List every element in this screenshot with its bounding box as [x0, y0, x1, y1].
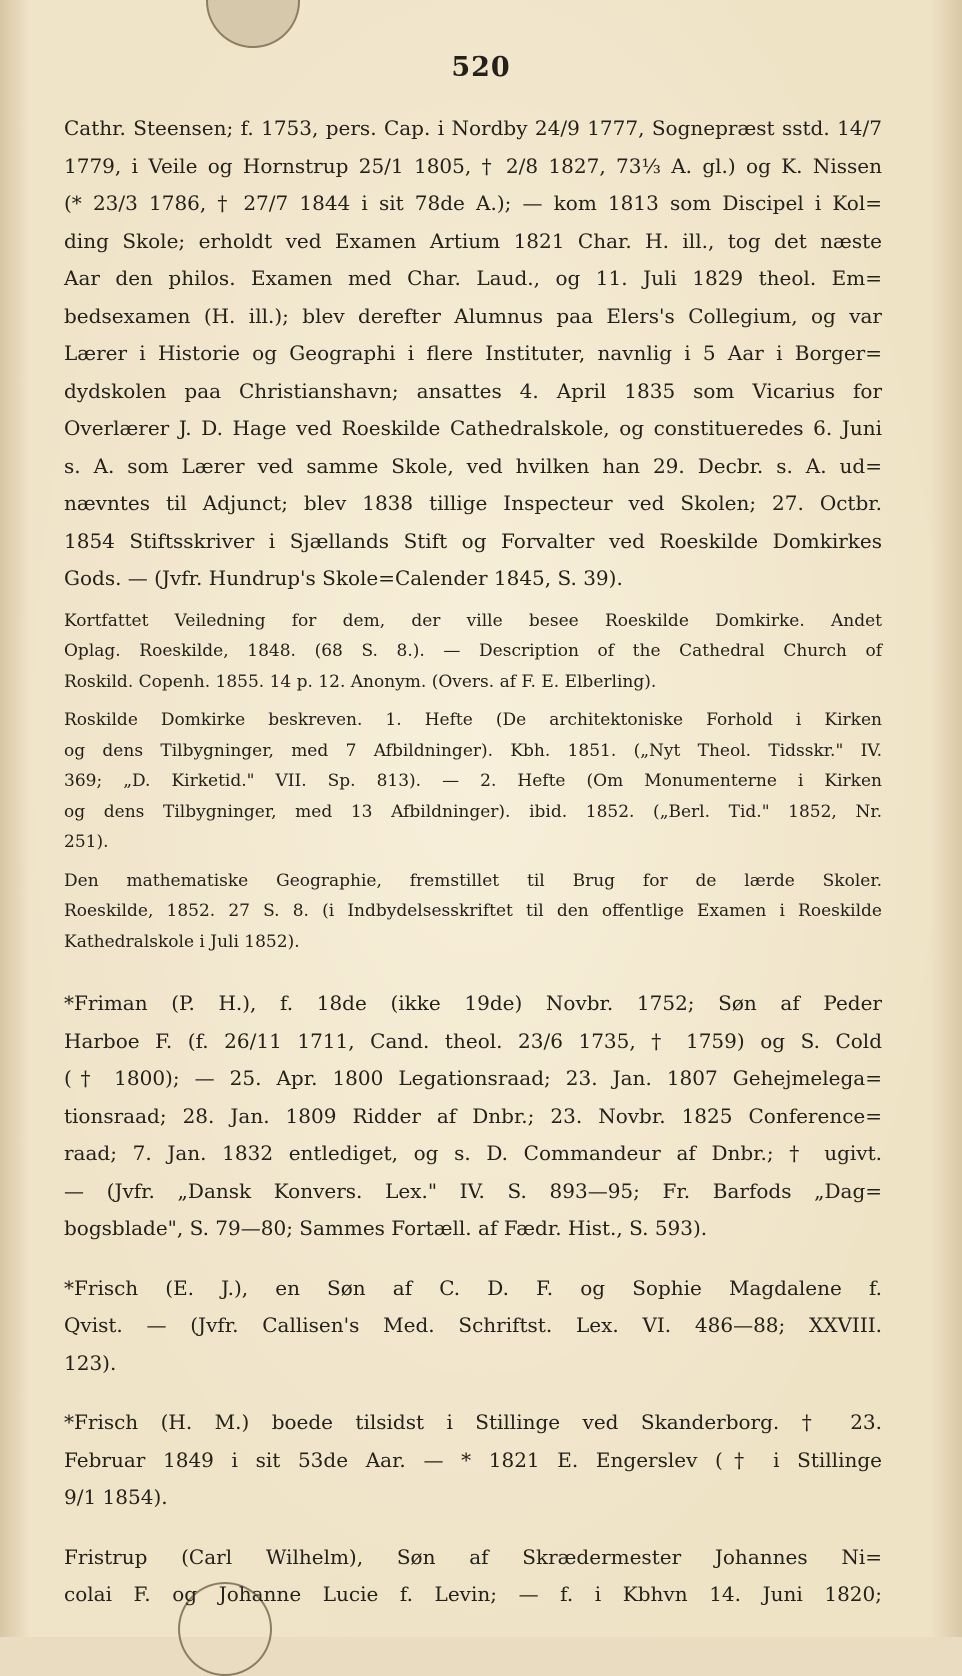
text-line: († 1800); — 25. Apr. 1800 Legationsraad; 23. Jan. 1807 Gehejmelega=: [64, 1066, 882, 1090]
text-line: 369; „D. Kirketid." VII. Sp. 813). — 2. Hefte (Om Monumenterne i Kirken: [64, 771, 882, 791]
entry-work-kortfattet: [64, 606, 882, 698]
text-line: ding Skole; erholdt ved Examen Artium 1821 Char. H. ill., tog det næste: [64, 228, 882, 253]
text-line: Kathedralskole i Juli 1852).: [64, 931, 300, 952]
text-line: Roskild. Copenh. 1855. 14 p. 12. Anonym. (Overs. af F. E. Elberling).: [64, 671, 657, 692]
text-line: Gods. — (Jvfr. Hundrup's Skole=Calender 1845, S. 39).: [64, 566, 623, 590]
text-line: Overlærer J. D. Hage ved Roeskilde Cathedralskole, og constitueredes 6. Juni: [64, 416, 882, 440]
text-line: Lærer i Historie og Geographi i flere Instituter, navnlig i 5 Aar i Borger=: [64, 341, 882, 365]
text-line: Den mathematiske Geographie, fremstillet til Brug for de lærde Skoler.: [64, 870, 882, 891]
text-line: Kortfattet Veiledning for dem, der ville besee Roeskilde Domkirke. Andet: [64, 610, 882, 631]
text-line: 123).: [64, 1350, 117, 1375]
text-line: Roskilde Domkirke beskreven. 1. Hefte (De architektoniske Forhold i Kirken: [64, 710, 882, 730]
page-body: [64, 110, 882, 1614]
text-line: s. A. som Lærer ved samme Skole, ved hvilken han 29. Decbr. s. A. ud=: [64, 453, 882, 478]
entry-friman: [64, 985, 882, 1248]
text-line: *Frisch (E. J.), en Søn af C. D. F. og Sophie Magdalene f.: [64, 1275, 882, 1300]
page-number: 520: [451, 52, 511, 83]
text-line: 1779, i Veile og Hornstrup 25/1 1805, † 2/8 1827, 73⅓ A. gl.) og K. Nissen: [64, 153, 882, 178]
entry-fristrup: [64, 1539, 882, 1614]
entry-nissen: [64, 110, 882, 598]
text-line: *Frisch (H. M.) boede tilsidst i Stillinge ved Skanderborg. † 23.: [64, 1410, 882, 1434]
text-line: Roeskilde, 1852. 27 S. 8. (i Indbydelsesskriftet til den offentlige Examen i Roeskilde: [64, 901, 882, 921]
text-line: tionsraad; 28. Jan. 1809 Ridder af Dnbr.; 23. Novbr. 1825 Conference=: [64, 1103, 882, 1128]
entry-frisch-ej: [64, 1270, 882, 1383]
binding-hole-top: [206, 0, 300, 48]
text-line: og dens Tilbygninger, med 7 Afbildninger). Kbh. 1851. („Nyt Theol. Tidsskr." IV.: [64, 740, 882, 761]
text-line: Harboe F. (f. 26/11 1711, Cand. theol. 23/6 1735, † 1759) og S. Cold: [64, 1028, 882, 1053]
text-line: Fristrup (Carl Wilhelm), Søn af Skrædermester Johannes Ni=: [64, 1544, 882, 1569]
text-line: *Friman (P. H.), f. 18de (ikke 19de) Novbr. 1752; Søn af Peder: [64, 991, 882, 1015]
text-line: — (Jvfr. „Dansk Konvers. Lex." IV. S. 893—95; Fr. Barfods „Dag=: [64, 1178, 882, 1203]
text-line: Cathr. Steensen; f. 1753, pers. Cap. i Nordby 24/9 1777, Sognepræst sstd. 14/7: [64, 116, 882, 140]
text-line: Februar 1849 i sit 53de Aar. — * 1821 E. Engerslev († i Stillinge: [64, 1447, 882, 1472]
text-line: Oplag. Roeskilde, 1848. (68 S. 8.). — Description of the Cathedral Church of: [64, 641, 882, 661]
entry-work-domkirke: [64, 705, 882, 858]
text-line: 1854 Stiftsskriver i Sjællands Stift og Forvalter ved Roeskilde Domkirkes: [64, 528, 882, 553]
text-line: Aar den philos. Examen med Char. Laud., og 11. Juli 1829 theol. Em=: [64, 266, 882, 290]
text-line: raad; 7. Jan. 1832 entlediget, og s. D. Commandeur af Dnbr.; † ugivt.: [64, 1141, 882, 1165]
text-line: bedsexamen (H. ill.); blev derefter Alumnus paa Elers's Collegium, og var: [64, 303, 882, 328]
text-line: Qvist. — (Jvfr. Callisen's Med. Schriftst. Lex. VI. 486—88; XXVIII.: [64, 1313, 882, 1337]
text-line: (* 23/3 1786, † 27/7 1844 i sit 78de A.); — kom 1813 som Discipel i Kol=: [64, 191, 882, 215]
entry-work-geographie: [64, 866, 882, 958]
text-line: colai F. og Johanne Lucie f. Levin; — f. i Kbhvn 14. Juni 1820;: [64, 1582, 882, 1606]
text-line: dydskolen paa Christianshavn; ansattes 4. April 1835 som Vicarius for: [64, 378, 882, 403]
text-line: og dens Tilbygninger, med 13 Afbildninger). ibid. 1852. („Berl. Tid." 1852, Nr.: [64, 801, 882, 822]
text-line: 251).: [64, 832, 109, 852]
text-line: nævntes til Adjunct; blev 1838 tillige Inspecteur ved Skolen; 27. Octbr.: [64, 491, 882, 515]
text-line: bogsblade", S. 79—80; Sammes Fortæll. af Fædr. Hist., S. 593).: [64, 1216, 708, 1240]
text-line: 9/1 1854).: [64, 1485, 168, 1509]
entry-frisch-hm: [64, 1404, 882, 1517]
